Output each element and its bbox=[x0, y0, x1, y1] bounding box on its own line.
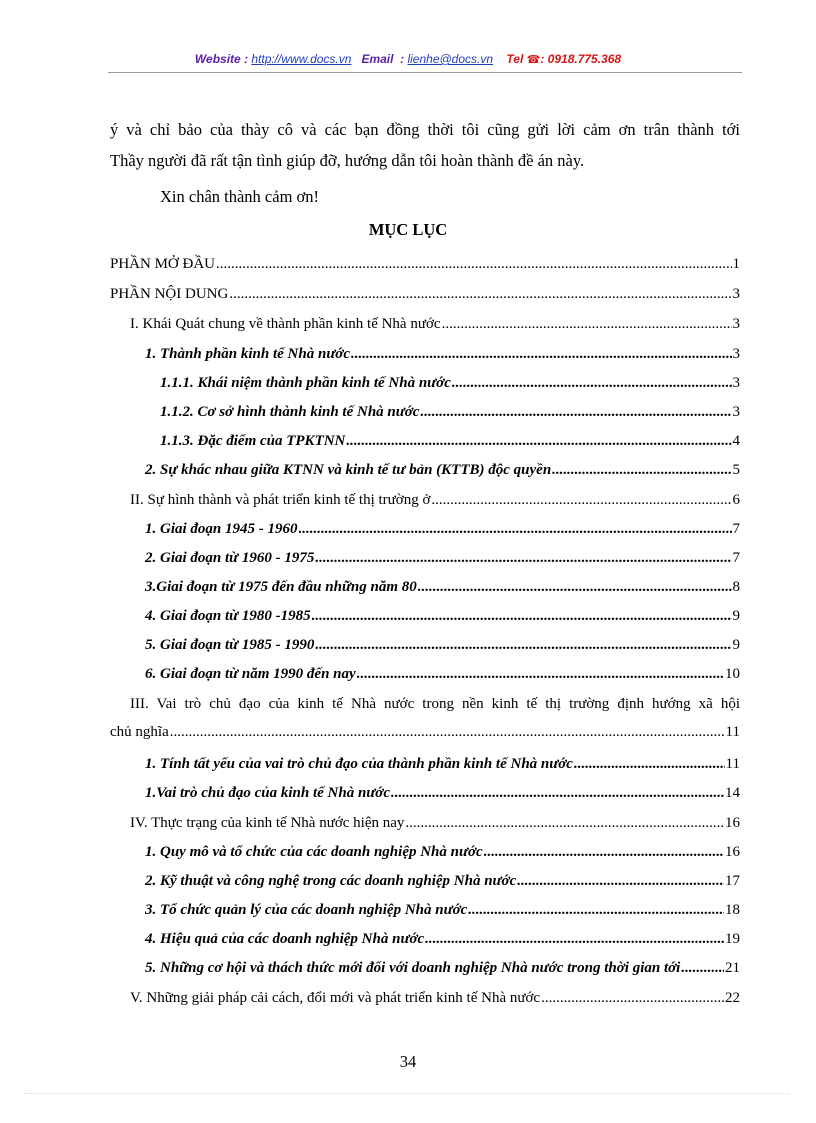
toc-page: 14 bbox=[725, 785, 740, 801]
toc-page: 3 bbox=[732, 404, 740, 420]
toc-page: 7 bbox=[732, 521, 740, 537]
toc-page: 21 bbox=[725, 960, 740, 976]
toc-entry-text: 1. Tính tất yếu của vai trò chủ đạo của thành phần kinh tế Nhà nước bbox=[145, 756, 573, 772]
tel-label: Tel bbox=[506, 52, 524, 66]
thanks-line: Xin chân thành cảm ơn! bbox=[160, 187, 320, 206]
toc-leader bbox=[442, 315, 732, 333]
toc-leader bbox=[346, 432, 731, 450]
toc-entry[interactable] bbox=[160, 374, 740, 392]
toc-title: MỤC LỤC bbox=[368, 220, 448, 239]
toc-leader bbox=[484, 843, 724, 861]
toc-page: 16 bbox=[725, 815, 740, 831]
toc-leader bbox=[391, 784, 724, 802]
toc-leader bbox=[299, 520, 732, 538]
toc-page: 11 bbox=[725, 724, 740, 740]
toc-entry-text: 4. Giai đoạn từ 1980 -1985 bbox=[145, 608, 311, 624]
toc-page: 1 bbox=[732, 256, 740, 272]
toc-leader bbox=[574, 755, 725, 773]
acknowledgement-line-2: Thầy người đã rất tận tình giúp đỡ, hướng dẫn tôi hoàn thành đề án này. bbox=[110, 151, 585, 170]
toc-entry-text: 1. Thành phần kinh tế Nhà nước bbox=[145, 346, 351, 362]
toc-leader bbox=[170, 723, 725, 741]
toc-leader bbox=[351, 345, 731, 363]
toc-entry-text: 1.Vai trò chủ đạo của kinh tế Nhà nước bbox=[145, 785, 390, 801]
phone-icon: ☎ bbox=[526, 54, 541, 66]
toc-entry[interactable] bbox=[145, 784, 740, 802]
toc-entry[interactable] bbox=[130, 315, 740, 333]
toc-entry-text: 5. Giai đoạn từ 1985 - 1990 bbox=[145, 637, 315, 653]
toc-entry-text: I. Khái Quát chung về thành phần kinh tế Nhà nước bbox=[130, 316, 441, 332]
toc-leader bbox=[418, 578, 732, 596]
toc-leader bbox=[431, 491, 731, 509]
toc-entry-text: 2. Kỹ thuật và công nghệ trong các doanh nghiệp Nhà nước bbox=[145, 873, 517, 889]
toc-entry-text: 1. Giai đoạn 1945 - 1960 bbox=[145, 521, 298, 537]
toc-entry[interactable] bbox=[145, 872, 740, 890]
toc-entry-text: 1.1.1. Khái niệm thành phần kinh tế Nhà nước bbox=[160, 375, 451, 391]
toc-entry-text-continued: chủ nghĩa bbox=[110, 724, 169, 740]
toc-entry-text: 1.1.2. Cơ sở hình thành kinh tế Nhà nước bbox=[160, 404, 420, 420]
toc-entry-text: 4. Hiệu quả của các doanh nghiệp Nhà nước bbox=[145, 931, 425, 947]
document-header bbox=[0, 52, 816, 66]
toc-entry[interactable] bbox=[145, 901, 740, 919]
header-divider bbox=[108, 72, 742, 73]
toc-page: 9 bbox=[732, 637, 740, 653]
toc-entry[interactable] bbox=[145, 755, 740, 773]
toc-leader bbox=[315, 636, 731, 654]
toc-entry[interactable] bbox=[145, 636, 740, 654]
toc-entry-text: III. Vai trò chủ đạo của kinh tế Nhà nước trong nền kinh tế thị trường định hướng xã hội bbox=[130, 696, 740, 712]
toc-page: 3 bbox=[732, 346, 740, 362]
toc-entry-text: 1. Quy mô và tổ chức của các doanh nghiệp Nhà nước bbox=[145, 844, 483, 860]
toc-leader bbox=[552, 461, 731, 479]
toc-entry-text: 1.1.3. Đặc điểm của TPKTNN bbox=[160, 433, 346, 449]
toc-entry[interactable] bbox=[145, 930, 740, 948]
toc-leader bbox=[229, 285, 731, 303]
toc-entry-text: PHẦN NỘI DUNG bbox=[110, 286, 229, 302]
toc-page: 19 bbox=[725, 931, 740, 947]
toc-entry[interactable] bbox=[160, 403, 740, 421]
toc-page: 10 bbox=[725, 666, 740, 682]
toc-page: 9 bbox=[732, 608, 740, 624]
toc-entry-text: II. Sự hình thành và phát triển kinh tế thị trường ở bbox=[130, 492, 431, 508]
toc-page: 5 bbox=[732, 462, 740, 478]
toc-entry[interactable] bbox=[145, 959, 740, 977]
toc-entry[interactable] bbox=[110, 695, 740, 741]
toc-leader bbox=[425, 930, 724, 948]
toc-page: 3 bbox=[732, 286, 740, 302]
toc-entry[interactable] bbox=[110, 255, 740, 273]
toc-leader bbox=[541, 989, 724, 1007]
toc-entry[interactable] bbox=[145, 843, 740, 861]
toc-page: 8 bbox=[732, 579, 740, 595]
toc-page: 16 bbox=[725, 844, 740, 860]
email-link[interactable]: lienhe@docs.vn bbox=[407, 52, 494, 66]
toc-entry-text: 2. Giai đoạn từ 1960 - 1975 bbox=[145, 550, 315, 566]
toc-entry-text: 3.Giai đoạn từ 1975 đến đầu những năm 80 bbox=[145, 579, 417, 595]
toc-entry-text: 6. Giai đoạn từ năm 1990 đến nay bbox=[145, 666, 356, 682]
toc-entry[interactable] bbox=[145, 549, 740, 567]
page-bottom-border bbox=[24, 1093, 790, 1094]
toc-page: 3 bbox=[732, 316, 740, 332]
toc-entry-text: 3. Tổ chức quản lý của các doanh nghiệp Nhà nước bbox=[145, 902, 468, 918]
toc-entry[interactable] bbox=[145, 665, 740, 683]
website-link[interactable]: http://www.docs.vn bbox=[251, 52, 352, 66]
toc-page: 11 bbox=[725, 756, 740, 772]
toc-page: 3 bbox=[732, 375, 740, 391]
toc-entry-text: IV. Thực trạng của kinh tế Nhà nước hiện nay bbox=[130, 815, 405, 831]
toc-leader bbox=[468, 901, 724, 919]
toc-leader bbox=[681, 959, 724, 977]
toc-leader bbox=[452, 374, 732, 392]
toc-entry[interactable] bbox=[160, 432, 740, 450]
toc-entry[interactable] bbox=[110, 285, 740, 303]
acknowledgement-line-1: ý và chỉ bảo của thày cô và các bạn đồng thời tôi cũng gửi lời cảm ơn trân thành tới bbox=[110, 120, 740, 139]
toc-entry-text: 2. Sự khác nhau giữa KTNN và kinh tế tư bản (KTTB) độc quyền bbox=[145, 462, 552, 478]
toc-entry[interactable] bbox=[145, 345, 740, 363]
toc-page: 22 bbox=[725, 990, 740, 1006]
toc-entry[interactable] bbox=[130, 989, 740, 1007]
toc-leader bbox=[216, 255, 731, 273]
phone-number: : 0918.775.368 bbox=[540, 52, 622, 66]
toc-leader bbox=[312, 607, 732, 625]
toc-entry[interactable] bbox=[145, 607, 740, 625]
toc-entry[interactable] bbox=[145, 578, 740, 596]
email-label: Email bbox=[361, 52, 394, 66]
toc-page: 4 bbox=[732, 433, 740, 449]
page-number: 34 bbox=[399, 1052, 417, 1071]
website-label: Website : bbox=[194, 52, 249, 66]
toc-entry[interactable] bbox=[130, 491, 740, 509]
toc-entry-text: V. Những giải pháp cải cách, đổi mới và phát triển kinh tế Nhà nước bbox=[130, 990, 541, 1006]
toc-page: 18 bbox=[725, 902, 740, 918]
toc-leader bbox=[420, 403, 731, 421]
toc-leader bbox=[405, 814, 724, 832]
toc-page: 6 bbox=[732, 492, 740, 508]
toc-page: 7 bbox=[732, 550, 740, 566]
toc-entry-text: PHẦN MỞ ĐẦU bbox=[110, 256, 216, 272]
toc-leader bbox=[517, 872, 724, 890]
toc-leader bbox=[315, 549, 731, 567]
toc-entry[interactable] bbox=[130, 814, 740, 832]
toc-entry[interactable] bbox=[145, 461, 740, 479]
toc-page: 17 bbox=[725, 873, 740, 889]
toc-leader bbox=[357, 665, 724, 683]
email-separator: : bbox=[400, 52, 405, 66]
toc-entry[interactable] bbox=[145, 520, 740, 538]
toc-entry-text: 5. Những cơ hội và thách thức mới đối với doanh nghiệp Nhà nước trong thời gian tới bbox=[145, 960, 681, 976]
